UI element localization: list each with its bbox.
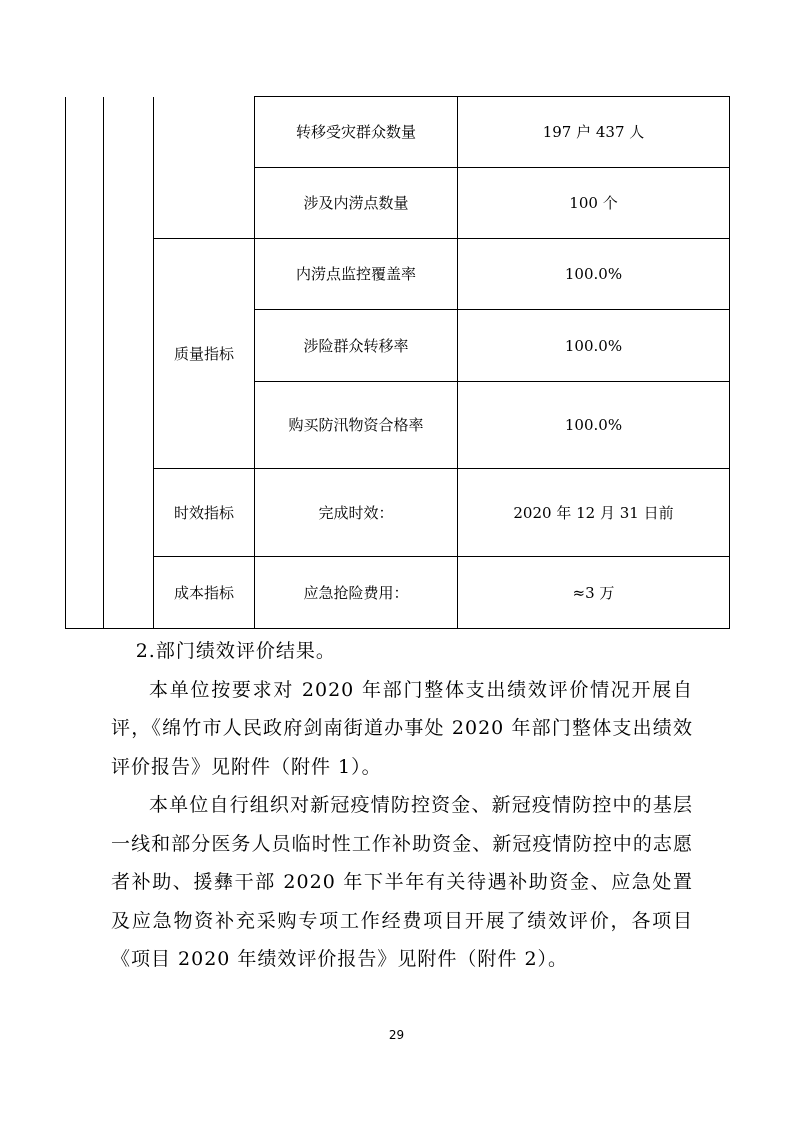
indicator-name: 完成时效： [255, 469, 458, 557]
table-row [66, 97, 730, 168]
indicator-value: ≈3 万 [458, 557, 730, 629]
indicator-name: 涉险群众转移率 [255, 310, 458, 382]
indicator-name: 应急抢险费用： [255, 557, 458, 629]
level1-indicator-cell [66, 97, 104, 629]
indicator-value: 100.0% [458, 310, 730, 382]
indicator-value: 197 户 437 人 [458, 97, 730, 168]
indicator-value: 100 个 [458, 168, 730, 239]
indicator-name: 内涝点监控覆盖率 [255, 239, 458, 310]
level3-category-cell [154, 97, 255, 239]
category-cost: 成本指标 [154, 557, 255, 629]
indicator-name: 转移受灾群众数量 [255, 97, 458, 168]
level2-indicator-cell [104, 97, 154, 629]
category-quality: 质量指标 [154, 239, 255, 469]
table-row [66, 557, 730, 629]
indicator-value: 100.0% [458, 239, 730, 310]
section-heading: 2.部门绩效评价结果。 [135, 640, 336, 662]
document-body [111, 632, 693, 979]
page-number: 29 [388, 1028, 405, 1042]
indicator-value: 2020 年 12 月 31 日前 [458, 469, 730, 557]
paragraph: 本单位按要求对 2020 年部门整体支出绩效评价情况开展自评，《绵竹市人民政府剑南街道办事处 2020 年部门整体支出绩效评价报告》见附件（附件 1）。 [111, 678, 693, 778]
indicator-name: 涉及内涝点数量 [255, 168, 458, 239]
indicator-value: 100.0% [458, 382, 730, 469]
category-timeliness: 时效指标 [154, 469, 255, 557]
paragraph: 本单位自行组织对新冠疫情防控资金、新冠疫情防控中的基层一线和部分医务人员临时性工作补助资金、新冠疫情防控中的志愿者补助、援彝干部 2020 年下半年有关待遇补助资金、应急处置及应急物资补充采购专项工作经费项目开展了绩效评价，各项目《项目 2020 年绩效评价报告》见附件（附件 2）。 [111, 794, 693, 970]
performance-indicator-table [65, 96, 730, 629]
table-row [66, 469, 730, 557]
table-row [66, 239, 730, 310]
indicator-name: 购买防汛物资合格率 [255, 382, 458, 469]
